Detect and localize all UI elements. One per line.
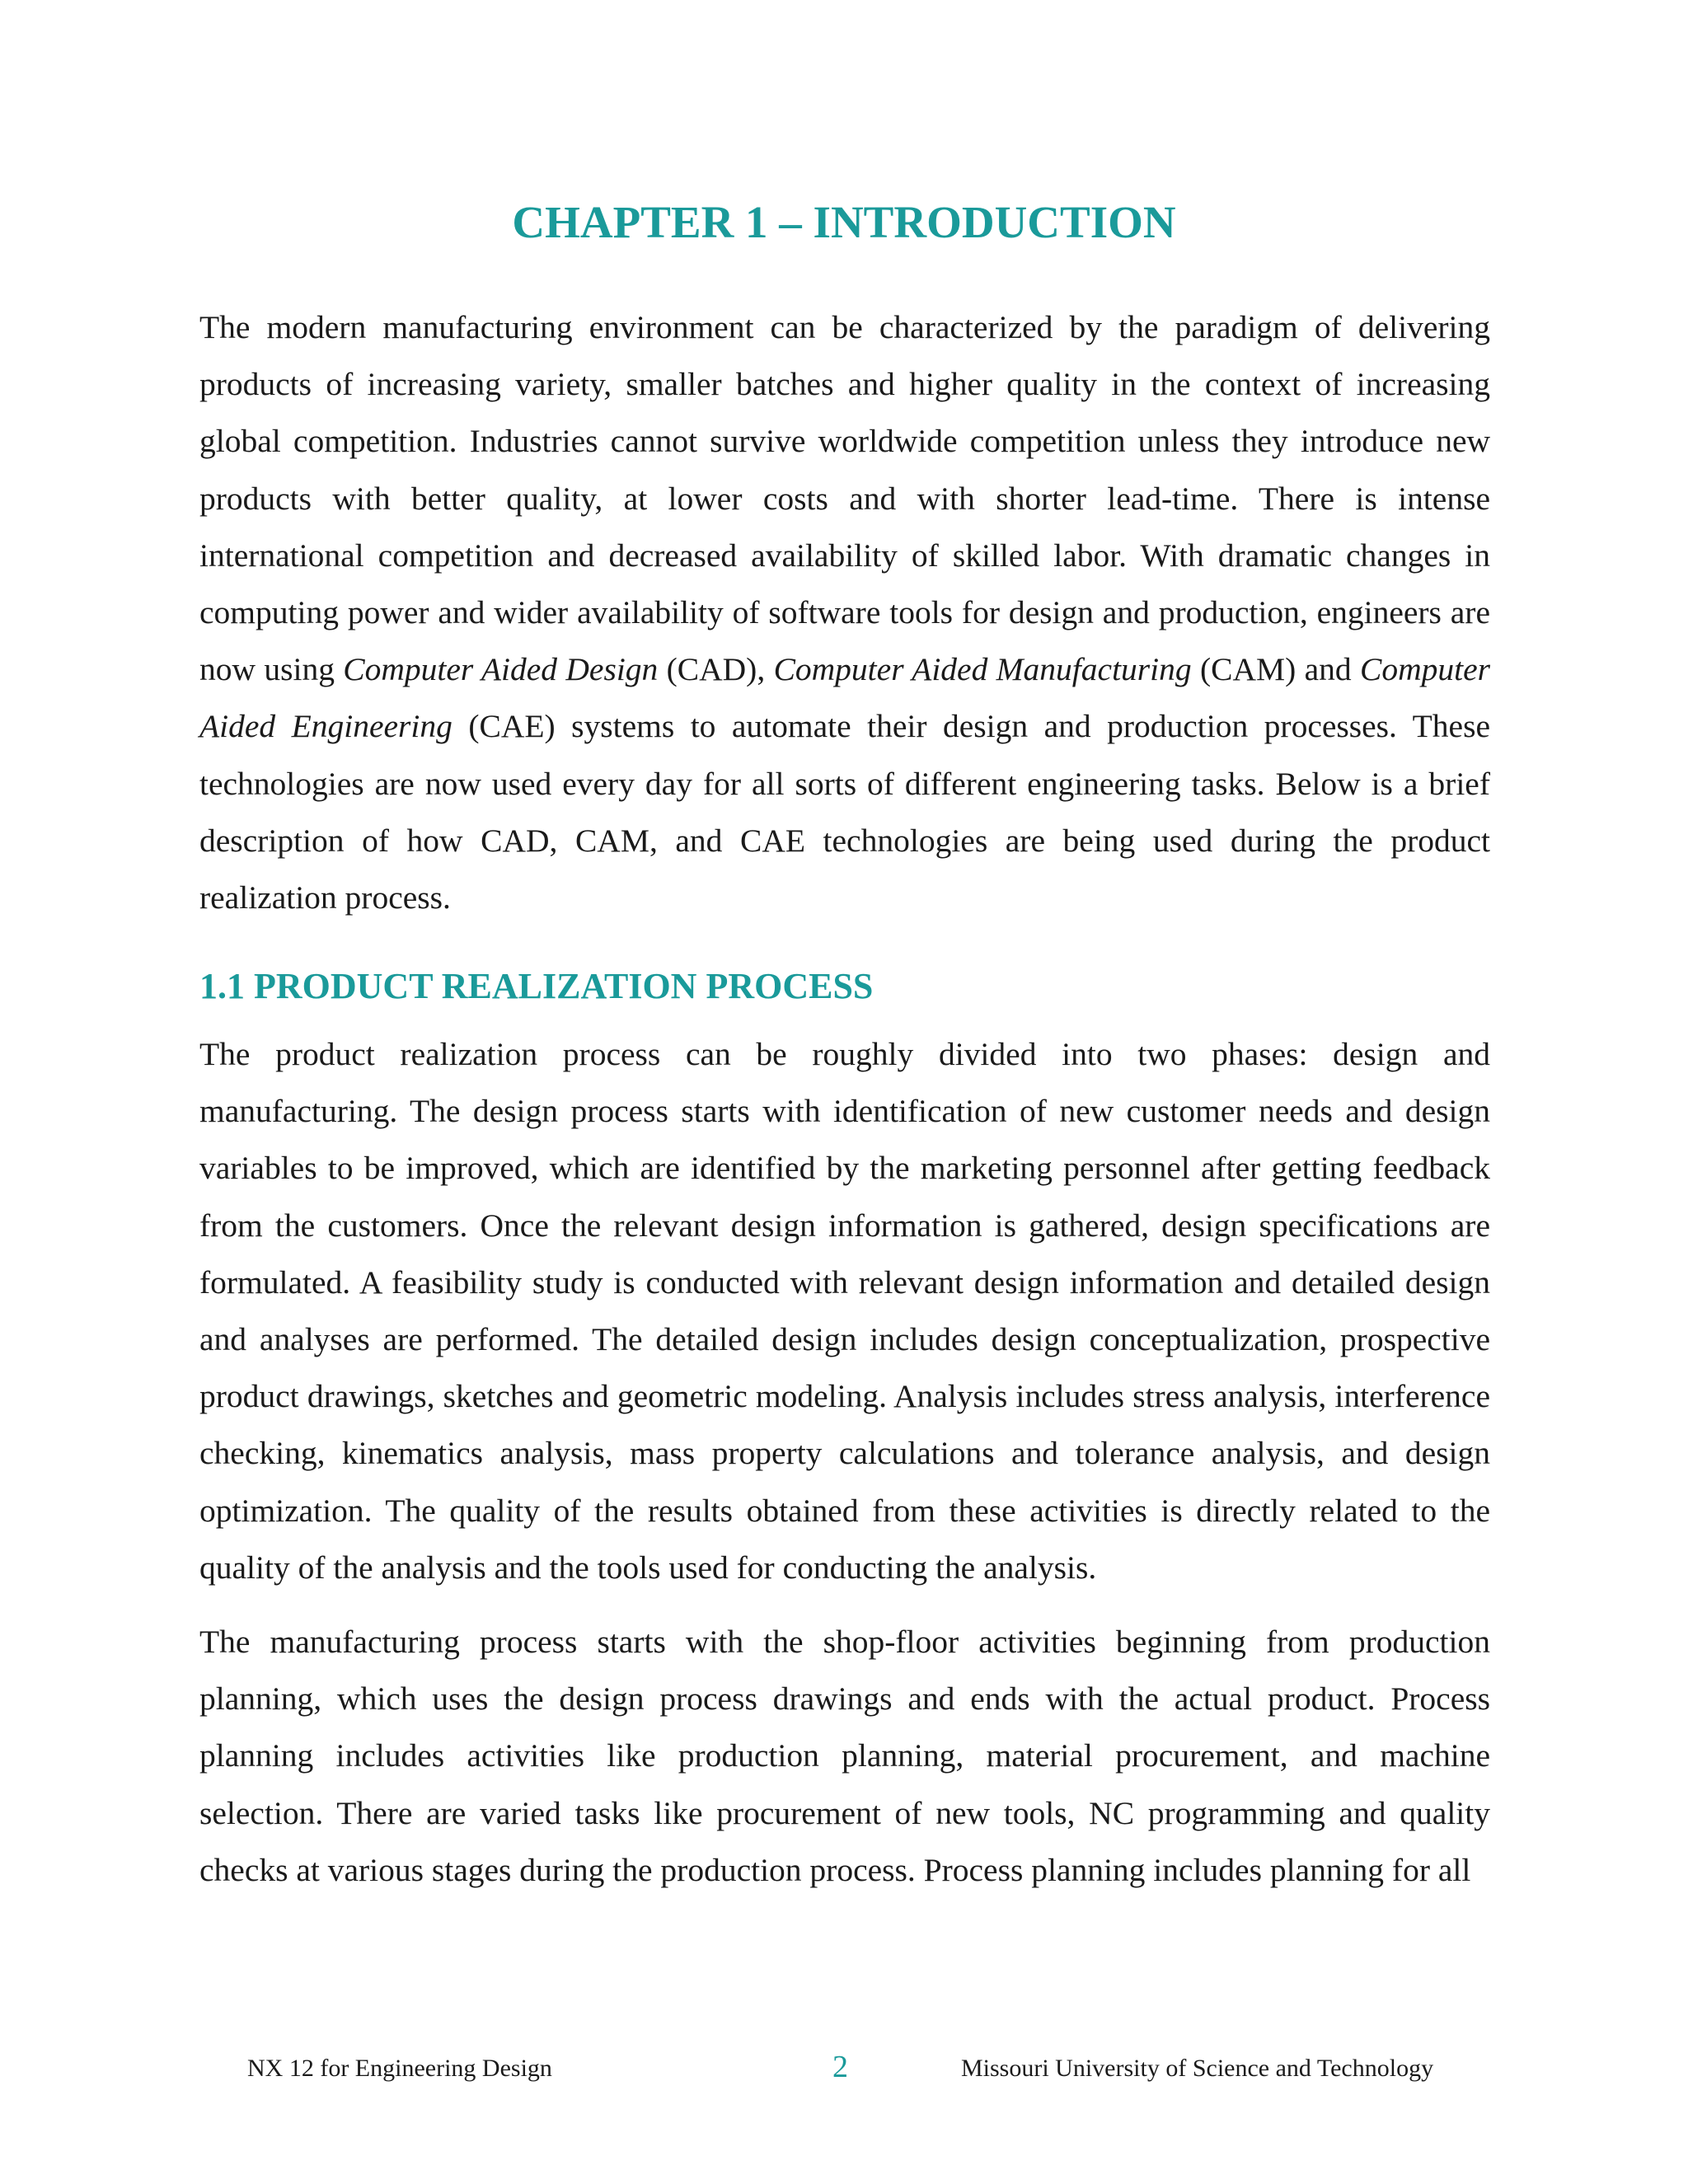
intro-paragraph [199,299,1490,926]
intro-text-part2: (CAD), [658,651,774,688]
section-heading: 1.1 PRODUCT REALIZATION PROCESS [199,966,874,1006]
term-cam: Computer Aided Manufacturing [773,651,1192,688]
footer-book-title: NX 12 for Engineering Design [247,2055,552,2082]
manufacturing-process-paragraph: The manufacturing process starts with the shop-floor activities beginning from production planning, which uses the design process drawings and ends with the actual product. Process planning includes activities like production planning, material procurement, and machine selection. There are varied tasks like procurement of new tools, NC programming and quality checks at various stages during the production process. Process planning includes planning for all [199,1624,1490,1888]
design-process-paragraph: The product realization process can be roughly divided into two phases: design and manufacturing. The design process starts with identification of new customer needs and design variables to be improved, which are identified by the marketing personnel after getting feedback from the customers. Once the relevant design information is gathered, design specifications are formulated. A feasibility study is conducted with relevant design information and detailed design and analyses are performed. The detailed design includes design conceptualization, prospective product drawings, sketches and geometric modeling. Analysis includes stress analysis, interference checking, kinematics analysis, mass property calculations and tolerance analysis, and design optimization. The quality of the results obtained from these activities is directly related to the quality of the analysis and the tools used for conducting the analysis. [199,1036,1490,1586]
footer-page-number: 2 [832,2050,848,2084]
term-cae: Computer Aided Engineering [199,651,1490,745]
intro-text-part4: (CAE) systems to automate their design and production processes. These technologies are now used every day for all sorts of different engineering tasks. Below is a brief description of how CAD, CAM, and CAE technologies are being used during the product realization process. [199,708,1490,916]
term-cad: Computer Aided Design [343,651,659,688]
intro-text-part3: (CAM) and [1191,651,1360,688]
footer-institution: Missouri University of Science and Technology [961,2055,1434,2082]
chapter-title: CHAPTER 1 – INTRODUCTION [512,197,1176,247]
intro-text-part1: The modern manufacturing environment can be characterized by the paradigm of delivering products of increasing variety, smaller batches and higher quality in the context of increasing global competition. Industries cannot survive worldwide competition unless they introduce new products with better quality, at lower costs and with shorter lead-time. There is intense international competition and decreased availability of skilled labor. With dramatic changes in computing power and wider availability of software tools for design and production, engineers are now using [199,309,1490,688]
